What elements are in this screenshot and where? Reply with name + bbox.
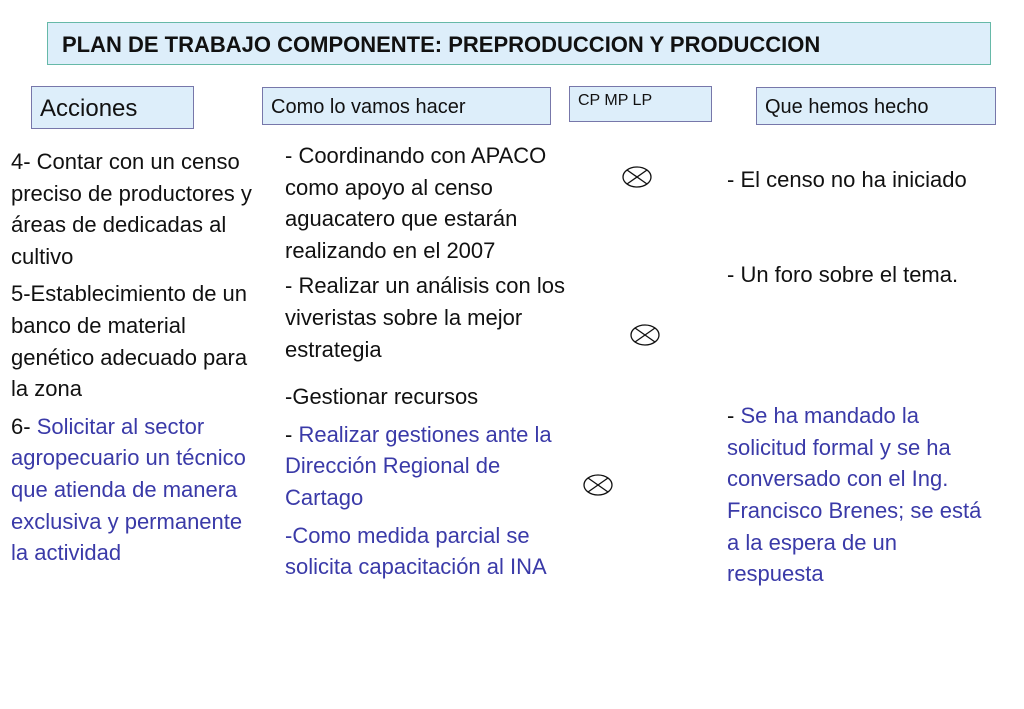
- como-3: -Gestionar recursos: [285, 384, 479, 410]
- como-5-prefix: -: [285, 522, 293, 548]
- como-4-prefix: -: [285, 421, 299, 447]
- crossed-circle-icon: [622, 166, 652, 188]
- page-title: PLAN DE TRABAJO COMPONENTE: PREPRODUCCION Y PRODUCCION: [47, 22, 991, 65]
- como-4: [285, 419, 575, 514]
- acciones-column: [11, 146, 261, 569]
- accion-6-prefix: 6-: [11, 413, 37, 439]
- header-como-lo-vamos-hacer: Como lo vamos hacer: [262, 87, 551, 125]
- header-cp-mp-lp: CP MP LP: [569, 86, 712, 122]
- como-5-text: Como medida parcial se solicita capacitación al INA: [285, 522, 547, 580]
- header-que-hemos-hecho: Que hemos hecho: [756, 87, 996, 125]
- crossed-circle-icon: [630, 324, 660, 346]
- hecho-1: - El censo no ha iniciado: [727, 167, 967, 192]
- como-2: - Realizar un análisis con los viveristas sobre la mejor estrategia: [285, 273, 566, 362]
- hecho-3: [727, 400, 997, 590]
- hecho-2: - Un foro sobre el tema.: [727, 261, 959, 287]
- accion-6-text: Solicitar al sector agropecuario un técnico que atienda de manera exclusiva y permanente la actividad: [11, 413, 246, 566]
- hecho-3-prefix: -: [727, 403, 741, 429]
- como-1: - Coordinando con APACO como apoyo al censo aguacatero que estarán realizando en el 2007: [285, 143, 547, 263]
- crossed-circle-icon: [583, 474, 613, 496]
- accion-5: 5-Establecimiento de un banco de material genético adecuado para la zona: [11, 281, 248, 402]
- header-acciones: Acciones: [31, 86, 194, 129]
- como-5: [285, 520, 575, 583]
- accion-6: [11, 411, 261, 569]
- hecho-3-text: Se ha mandado la solicitud formal y se ha conversado con el Ing. Francisco Brenes; se está a la espera de un respuesta: [727, 403, 982, 587]
- hecho-column: [727, 164, 997, 590]
- como-column: [285, 140, 575, 583]
- accion-4: 4- Contar con un censo preciso de productores y áreas de dedicadas al cultivo: [11, 149, 252, 269]
- como-4-text: Realizar gestiones ante la Dirección Regional de Cartago: [285, 421, 552, 510]
